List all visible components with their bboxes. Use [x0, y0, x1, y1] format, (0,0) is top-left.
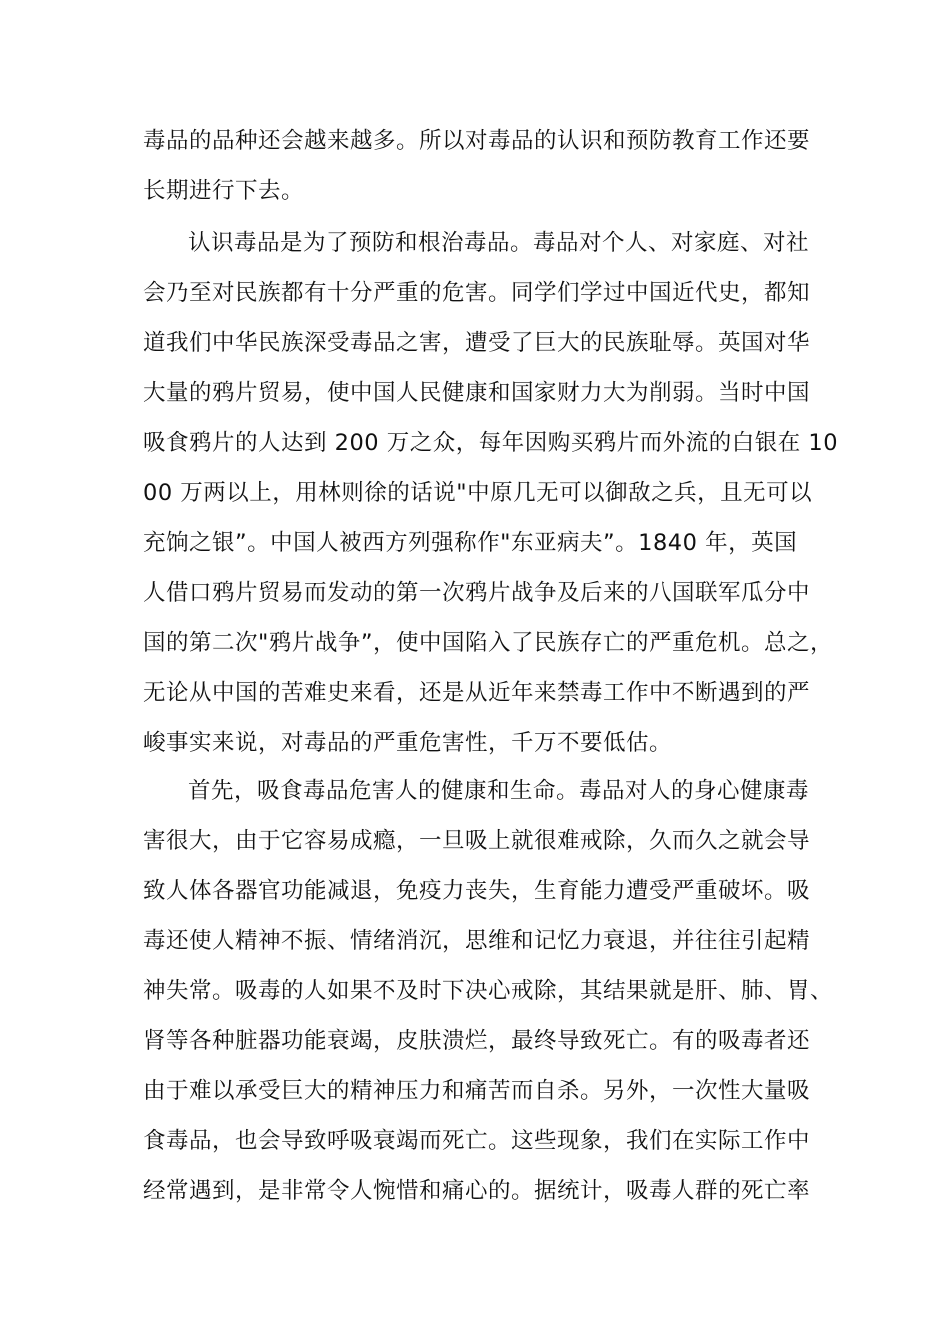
text-line: 会乃至对民族都有十分严重的危害。同学们学过中国近代史，都知	[143, 280, 811, 306]
text-line: 道我们中华民族深受毒品之害，遭受了巨大的民族耻辱。英国对华	[143, 330, 811, 356]
text-line: 无论从中国的苦难史来看，还是从近年来禁毒工作中不断遇到的严	[143, 680, 811, 706]
text-line: 神失常。吸毒的人如果不及时下决心戒除，其结果就是肝、肺、胃、	[143, 978, 834, 1004]
text-line: 致人体各器官功能减退，免疫力丧失，生育能力遭受严重破坏。吸	[143, 878, 811, 904]
text-line: 人借口鸦片贸易而发动的第一次鸦片战争及后来的八国联军瓜分中	[143, 580, 811, 606]
paragraph-start-line: 首先，吸食毒品危害人的健康和生命。毒品对人的身心健康毒	[188, 778, 810, 804]
text-line: 峻事实来说，对毒品的严重危害性，千万不要低估。	[143, 730, 673, 756]
text-line: 00 万两以上，用林则徐的话说"中原几无可以御敌之兵，且无可以	[143, 480, 813, 506]
text-line: 食毒品，也会导致呼吸衰竭而死亡。这些现象，我们在实际工作中	[143, 1128, 811, 1154]
text-line: 毒还使人精神不振、情绪消沉，思维和记忆力衰退，并往往引起精	[143, 928, 811, 954]
text-line: 长期进行下去。	[143, 178, 305, 204]
text-line: 吸食鸦片的人达到 200 万之众，每年因购买鸦片而外流的白银在 10	[143, 430, 839, 456]
text-line: 害很大，由于它容易成瘾，一旦吸上就很难戒除，久而久之就会导	[143, 828, 811, 854]
text-line: 充饷之银”。中国人被西方列强称作"东亚病夫”。1840 年，英国	[143, 530, 798, 556]
text-line: 毒品的品种还会越来越多。所以对毒品的认识和预防教育工作还要	[143, 128, 811, 154]
text-line: 国的第二次"鸦片战争”，使中国陷入了民族存亡的严重危机。总之，	[143, 630, 834, 656]
text-line: 大量的鸦片贸易，使中国人民健康和国家财力大为削弱。当时中国	[143, 380, 811, 406]
text-line: 由于难以承受巨大的精神压力和痛苦而自杀。另外，一次性大量吸	[143, 1078, 811, 1104]
text-line: 肾等各种脏器功能衰竭，皮肤溃烂，最终导致死亡。有的吸毒者还	[143, 1028, 811, 1054]
text-line: 经常遇到，是非常令人惋惜和痛心的。据统计，吸毒人群的死亡率	[143, 1178, 811, 1204]
paragraph-start-line: 认识毒品是为了预防和根治毒品。毒品对个人、对家庭、对社	[188, 230, 810, 256]
